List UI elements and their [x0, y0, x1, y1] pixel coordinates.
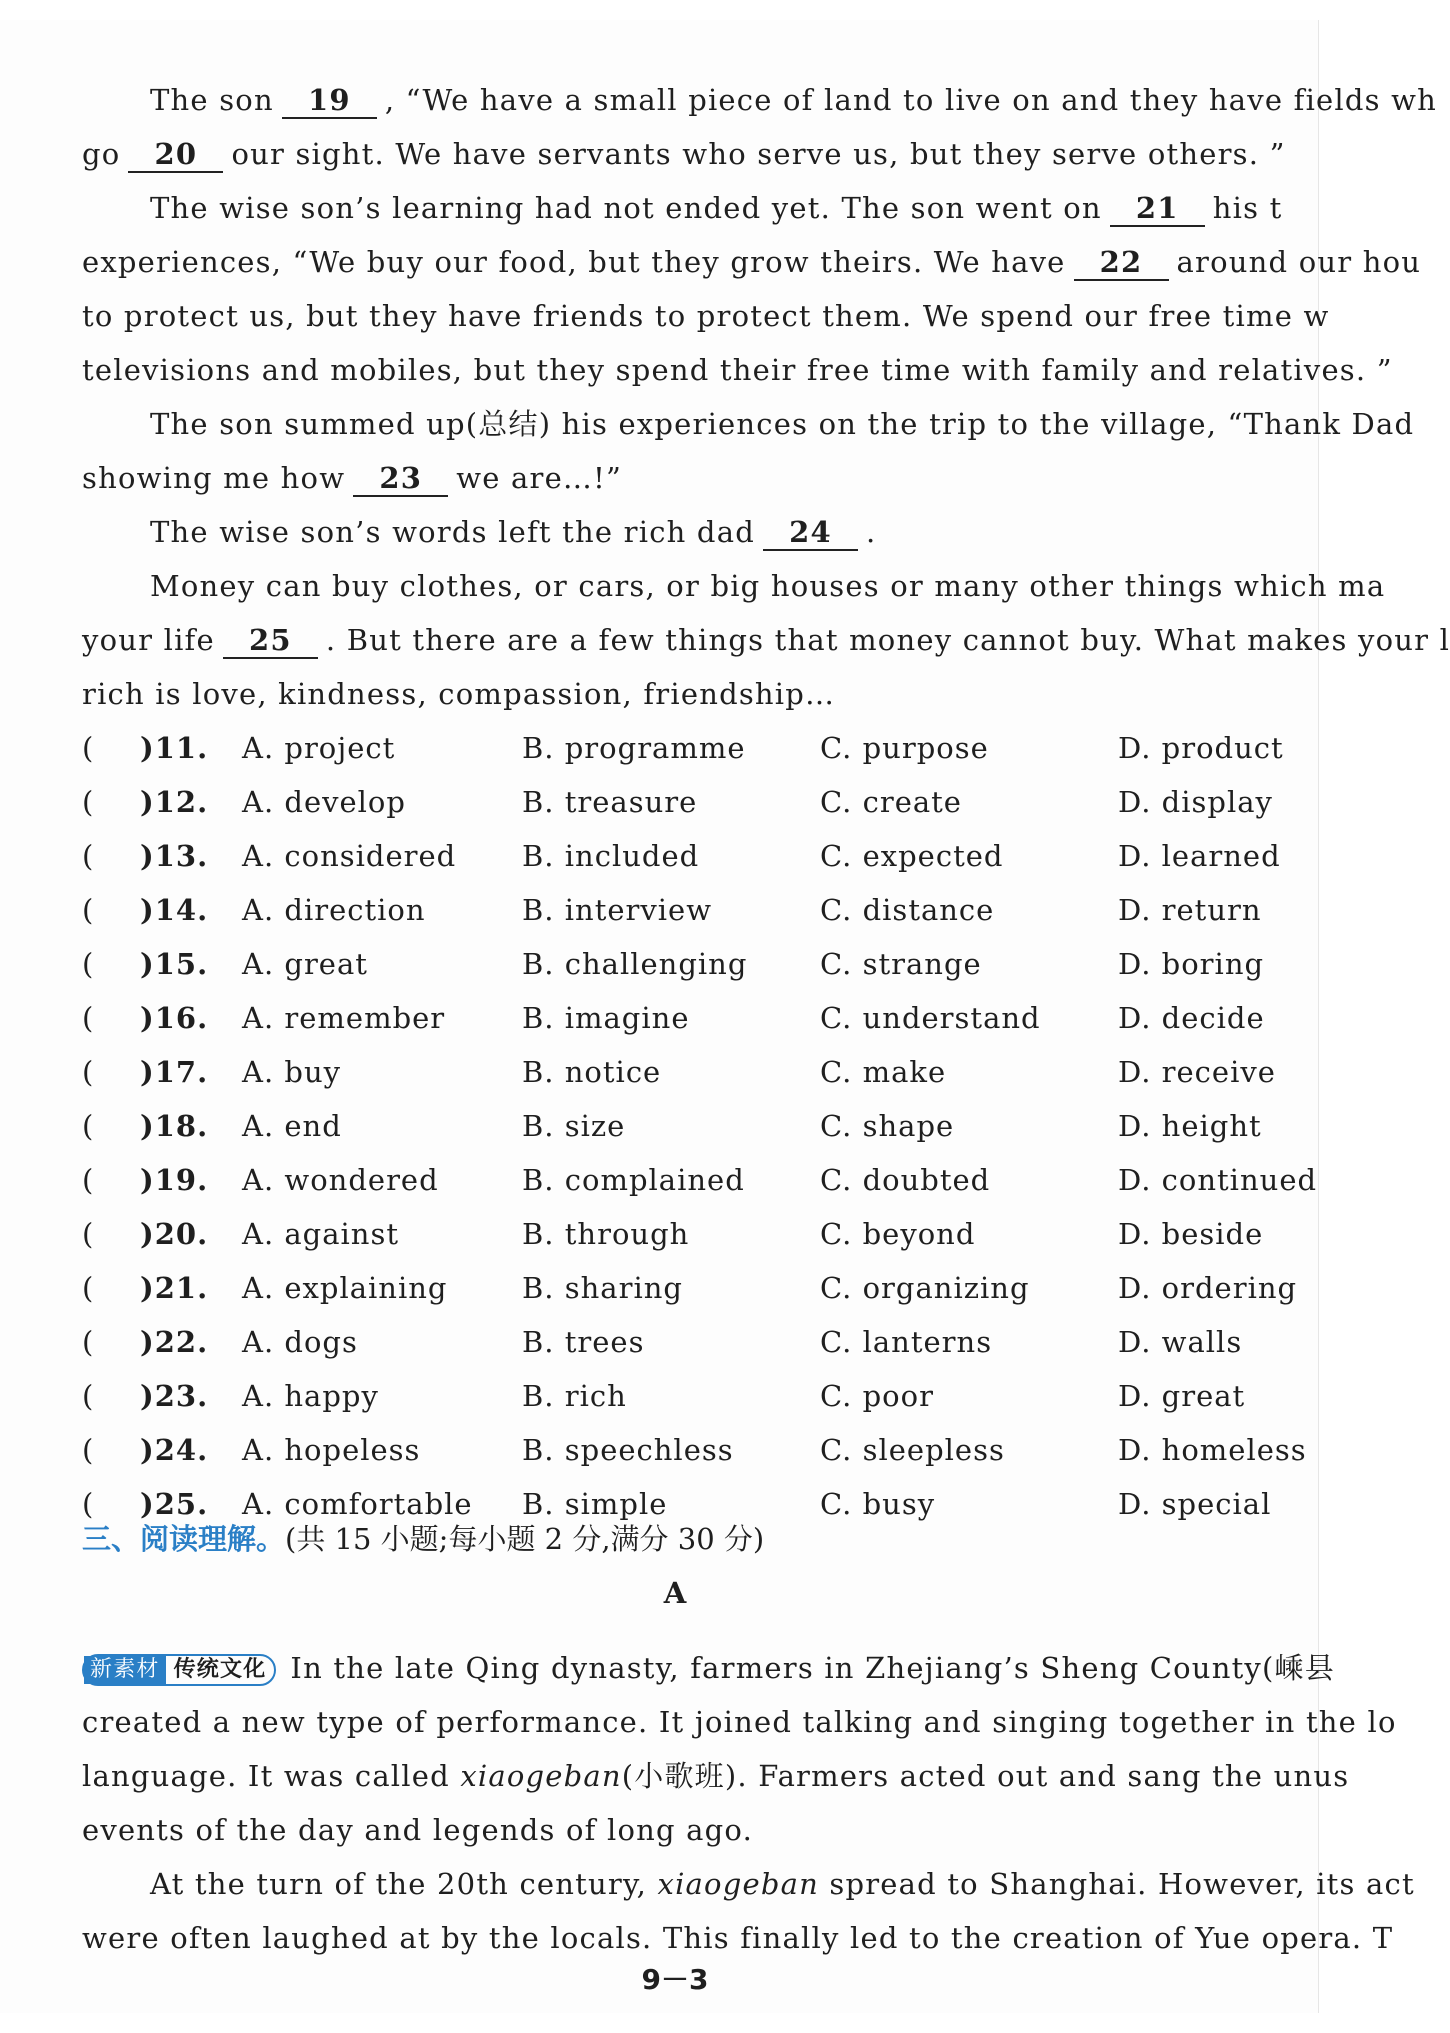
option-d[interactable]: D. product [1118, 731, 1284, 765]
question-number: )11. [140, 731, 209, 765]
section-title: 三、阅读理解。(共 15 小题;每小题 2 分,满分 30 分) [82, 1522, 765, 1556]
option-a[interactable]: A. against [242, 1217, 400, 1251]
question-number: )24. [140, 1433, 209, 1467]
option-b[interactable]: B. imagine [522, 1001, 690, 1035]
question-row [82, 782, 1322, 822]
option-a[interactable]: A. comfortable [242, 1487, 473, 1521]
story-line-5: to protect us, but they have friends to protect them. We spend our free time w [82, 299, 1330, 333]
passage-line-5: At the turn of the 20th century, xiaogeban spread to Shanghai. However, its act [150, 1867, 1415, 1901]
story-line-11: your life 25 . But there are a few things that money cannot buy. What makes your l [82, 623, 1450, 657]
answer-paren[interactable]: ( [82, 731, 95, 765]
answer-paren[interactable]: ( [82, 893, 95, 927]
question-number: )21. [140, 1271, 209, 1305]
option-b[interactable]: B. simple [522, 1487, 668, 1521]
option-c[interactable]: C. beyond [820, 1217, 976, 1251]
option-b[interactable]: B. speechless [522, 1433, 734, 1467]
option-c[interactable]: C. expected [820, 839, 1004, 873]
question-row [82, 1376, 1322, 1416]
blank-23[interactable]: 23 [353, 461, 448, 497]
story-line-6: televisions and mobiles, but they spend their free time with family and relatives. ” [82, 353, 1393, 387]
story-line-7: The son summed up(总结) his experiences on the trip to the village, “Thank Dad [150, 407, 1415, 441]
option-a[interactable]: A. wondered [242, 1163, 439, 1197]
question-row [82, 890, 1322, 930]
question-number: )14. [140, 893, 209, 927]
question-number: )18. [140, 1109, 209, 1143]
option-a[interactable]: A. develop [242, 785, 406, 819]
passage-line-3: language. It was called xiaogeban(小歌班). Farmers acted out and sang the unus [82, 1759, 1350, 1793]
answer-paren[interactable]: ( [82, 1217, 95, 1251]
option-a[interactable]: A. project [242, 731, 396, 765]
passage-label: A [663, 1576, 687, 1610]
question-number: )17. [140, 1055, 209, 1089]
question-row [82, 728, 1322, 768]
option-b[interactable]: B. interview [522, 893, 713, 927]
question-row [82, 1430, 1322, 1470]
option-c[interactable]: C. distance [820, 893, 995, 927]
question-row [82, 1106, 1322, 1146]
answer-paren[interactable]: ( [82, 1055, 95, 1089]
option-c[interactable]: C. create [820, 785, 962, 819]
option-c[interactable]: C. purpose [820, 731, 989, 765]
option-b[interactable]: B. challenging [522, 947, 748, 981]
option-b[interactable]: B. trees [522, 1325, 645, 1359]
question-number: )16. [140, 1001, 209, 1035]
option-a[interactable]: A. remember [242, 1001, 446, 1035]
question-row [82, 1322, 1322, 1362]
blank-21[interactable]: 21 [1110, 191, 1205, 227]
question-row [82, 944, 1322, 984]
question-number: )23. [140, 1379, 209, 1413]
option-d[interactable]: D. return [1118, 893, 1262, 927]
answer-paren[interactable]: ( [82, 1433, 95, 1467]
option-c[interactable]: C. shape [820, 1109, 955, 1143]
new-material-tag: 新素材 传统文化 [82, 1654, 276, 1686]
option-d[interactable]: D. special [1118, 1487, 1272, 1521]
option-d[interactable]: D. walls [1118, 1325, 1243, 1359]
option-b[interactable]: B. notice [522, 1055, 662, 1089]
answer-paren[interactable]: ( [82, 1379, 95, 1413]
option-b[interactable]: B. complained [522, 1163, 745, 1197]
blank-20[interactable]: 20 [128, 137, 223, 173]
option-d[interactable]: D. ordering [1118, 1271, 1298, 1305]
answer-paren[interactable]: ( [82, 1271, 95, 1305]
answer-paren[interactable]: ( [82, 1487, 95, 1521]
option-b[interactable]: B. through [522, 1217, 690, 1251]
option-d[interactable]: D. learned [1118, 839, 1281, 873]
option-b[interactable]: B. treasure [522, 785, 698, 819]
answer-paren[interactable]: ( [82, 947, 95, 981]
option-d[interactable]: D. display [1118, 785, 1273, 819]
question-row [82, 1268, 1322, 1308]
question-number: )15. [140, 947, 209, 981]
answer-paren[interactable]: ( [82, 1163, 95, 1197]
option-c[interactable]: C. understand [820, 1001, 1041, 1035]
option-d[interactable]: D. receive [1118, 1055, 1276, 1089]
option-b[interactable]: B. size [522, 1109, 626, 1143]
story-line-3: The wise son’s learning had not ended yet. The son went on 21 his t [150, 191, 1283, 225]
option-d[interactable]: D. decide [1118, 1001, 1265, 1035]
story-line-4: experiences, “We buy our food, but they grow theirs. We have 22 around our hou [82, 245, 1422, 279]
option-a[interactable]: A. happy [242, 1379, 379, 1413]
option-c[interactable]: C. sleepless [820, 1433, 1005, 1467]
option-b[interactable]: B. rich [522, 1379, 627, 1413]
question-number: )13. [140, 839, 209, 873]
answer-paren[interactable]: ( [82, 1325, 95, 1359]
answer-paren[interactable]: ( [82, 785, 95, 819]
question-row [82, 1484, 1322, 1524]
story-line-12: rich is love, kindness, compassion, friendship… [82, 677, 836, 711]
answer-paren[interactable]: ( [82, 1001, 95, 1035]
option-c[interactable]: C. organizing [820, 1271, 1030, 1305]
question-row [82, 998, 1322, 1038]
passage-line-2: created a new type of performance. It joined talking and singing together in the lo [82, 1705, 1397, 1739]
story-line-9: The wise son’s words left the rich dad 24 . [150, 515, 877, 549]
option-a[interactable]: A. end [242, 1109, 342, 1143]
option-c[interactable]: C. busy [820, 1487, 936, 1521]
option-c[interactable]: C. lanterns [820, 1325, 993, 1359]
option-b[interactable]: B. included [522, 839, 700, 873]
option-a[interactable]: A. buy [242, 1055, 342, 1089]
passage-line-6: were often laughed at by the locals. This finally led to the creation of Yue opera. T [82, 1921, 1394, 1955]
option-c[interactable]: C. strange [820, 947, 982, 981]
passage-line-1: 新素材 传统文化 In the late Qing dynasty, farmers in Zhejiang’s Sheng County(嵊县 [82, 1648, 1322, 1688]
option-d[interactable]: D. great [1118, 1379, 1246, 1413]
question-number: )25. [140, 1487, 209, 1521]
story-line-2: go 20 our sight. We have servants who serve us, but they serve others. ” [82, 137, 1286, 171]
blank-25[interactable]: 25 [223, 623, 318, 659]
option-a[interactable]: A. explaining [242, 1271, 448, 1305]
option-c[interactable]: C. poor [820, 1379, 934, 1413]
answer-paren[interactable]: ( [82, 1109, 95, 1143]
story-line-10: Money can buy clothes, or cars, or big houses or many other things which ma [150, 569, 1386, 603]
question-number: )20. [140, 1217, 209, 1251]
blank-24[interactable]: 24 [763, 515, 858, 551]
option-c[interactable]: C. doubted [820, 1163, 991, 1197]
blank-19[interactable]: 19 [282, 83, 377, 119]
option-a[interactable]: A. considered [242, 839, 457, 873]
option-a[interactable]: A. direction [242, 893, 426, 927]
question-row [82, 1160, 1322, 1200]
option-d[interactable]: D. continued [1118, 1163, 1318, 1197]
option-b[interactable]: B. programme [522, 731, 746, 765]
question-number: )22. [140, 1325, 209, 1359]
option-d[interactable]: D. homeless [1118, 1433, 1307, 1467]
option-a[interactable]: A. hopeless [242, 1433, 421, 1467]
page-number: 9－3 [641, 1963, 709, 1996]
question-number: )12. [140, 785, 209, 819]
option-d[interactable]: D. boring [1118, 947, 1265, 981]
passage-line-4: events of the day and legends of long ago. [82, 1813, 753, 1847]
option-d[interactable]: D. height [1118, 1109, 1262, 1143]
option-b[interactable]: B. sharing [522, 1271, 683, 1305]
story-line-1: The son 19 , “We have a small piece of land to live on and they have fields wh [150, 83, 1438, 117]
option-a[interactable]: A. great [242, 947, 368, 981]
option-c[interactable]: C. make [820, 1055, 947, 1089]
option-d[interactable]: D. beside [1118, 1217, 1264, 1251]
question-row [82, 1052, 1322, 1092]
question-number: )19. [140, 1163, 209, 1197]
option-a[interactable]: A. dogs [242, 1325, 358, 1359]
answer-paren[interactable]: ( [82, 839, 95, 873]
story-line-8: showing me how 23 we are…!” [82, 461, 623, 495]
question-row [82, 1214, 1322, 1254]
blank-22[interactable]: 22 [1074, 245, 1169, 281]
question-row [82, 836, 1322, 876]
